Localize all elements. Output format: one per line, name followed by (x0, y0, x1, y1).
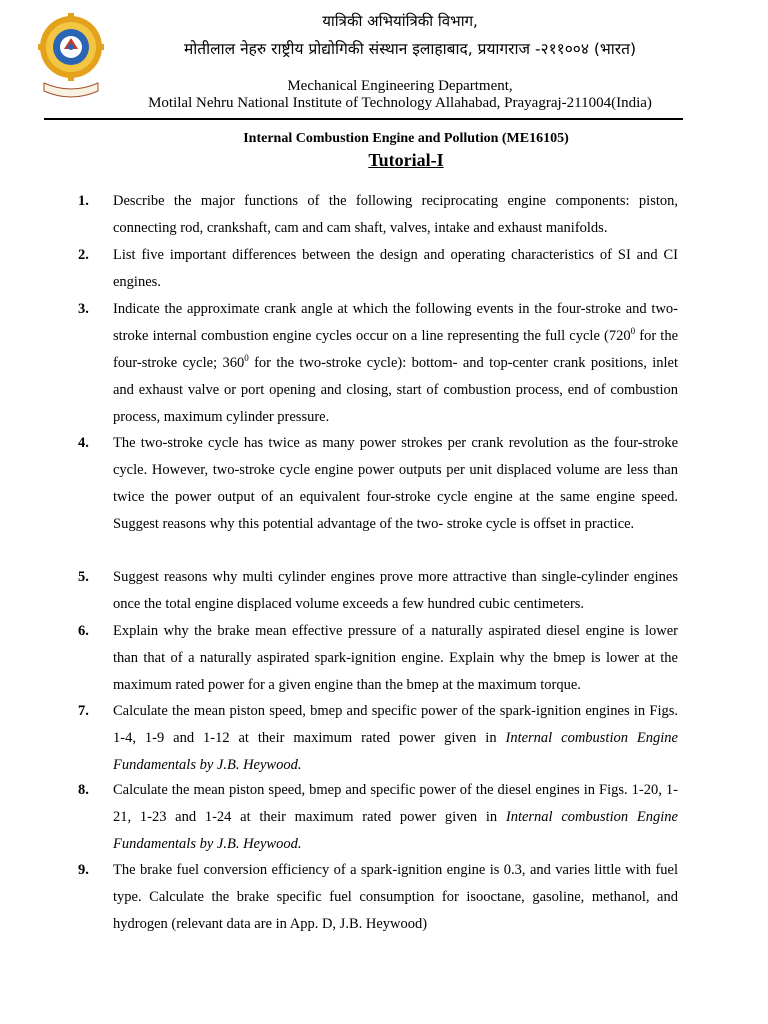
question-text (113, 777, 678, 858)
question-text: The brake fuel conversion efficiency of a spark-ignition engine is 0.3, and varies little with fuel type. Calculate the brake specific fuel consumption for isooctane, gasoline, methanol, and hydrogen (relevant data are in App. D, J.B. Heywood) (113, 862, 678, 932)
institute-logo (38, 13, 104, 101)
question-text: The two-stroke cycle has twice as many power strokes per crank revolution as the four-stroke cycle. However, two-stroke cycle engine power outputs per unit displaced volume are less than twice the power output of an equivalent four-stroke cycle engine at the same engine speed. Suggest reasons why this potential advantage of the two- stroke cycle is offset in practice. (113, 435, 678, 532)
question-number: 1. (78, 193, 89, 209)
question-item (78, 296, 678, 431)
question-text (113, 296, 678, 431)
question-text-part: for the four-stroke cycle; 360 (113, 328, 679, 371)
question-text: Explain why the brake mean effective pressure of a naturally aspirated diesel engine is lower than that of a naturally aspirated spark-ignition engine. Explain why the bmep is lower at the maximum rated power for a given engine than the bmep at the maximum torque. (113, 623, 678, 693)
question-text-part: for the two-stroke cycle): bottom- and top-center crank positions, inlet and exhaust valve or port opening and closing, start of combustion process, end of combustion process, maximum cylinder pressure. (113, 355, 678, 425)
question-item (78, 188, 678, 242)
question-text: Suggest reasons why multi cylinder engines prove more attractive than single-cylinder engines once the total engine displaced volume exceeds a few hundred cubic centimeters. (113, 569, 678, 612)
degree-superscript: 0 (630, 326, 636, 337)
question-number: 5. (78, 569, 89, 585)
question-item (78, 564, 678, 618)
question-number: 7. (78, 703, 89, 719)
question-item (78, 430, 678, 538)
question-item (78, 857, 678, 938)
question-text-part: Calculate the mean piston speed, bmep and specific power of the diesel engines in Figs. 1-20, 1-21, 1-23 and 1-24 at their maximum rated power given in (113, 782, 678, 825)
department-name: Mechanical Engineering Department, (287, 78, 513, 94)
question-number: 6. (78, 623, 89, 639)
question-number: 8. (78, 782, 89, 798)
question-number: 3. (78, 301, 89, 317)
question-item (78, 618, 678, 699)
question-text-part: Indicate the approximate crank angle at which the following events in the four-stroke and two-stroke internal combustion engine cycles occur on a line representing the full cycle (720 (113, 301, 678, 344)
degree-superscript: 0 (244, 353, 249, 364)
question-item (78, 698, 678, 779)
question-number: 4. (78, 435, 89, 451)
question-number: 2. (78, 247, 89, 263)
question-number: 9. (78, 862, 89, 878)
logo-banner (44, 83, 98, 97)
header-divider (44, 118, 683, 120)
gear-ring (38, 13, 104, 81)
question-item (78, 242, 678, 296)
question-text: List five important differences between the design and operating characteristics of SI and CI engines. (113, 247, 678, 290)
course-title: Internal Combustion Engine and Pollution (ME16105) (243, 131, 569, 146)
question-text: Describe the major functions of the following reciprocating engine components: piston, connecting rod, crankshaft, cam and cam shaft, valves, intake and exhaust manifolds. (113, 193, 678, 236)
book-reference: Internal combustion Engine Fundamentals by J.B. Heywood. (113, 809, 678, 852)
book-reference: Internal combustion Engine Fundamentals by J.B. Heywood. (113, 730, 678, 773)
question-item (78, 777, 678, 858)
hindi-department: यात्रिकी अभियांत्रिकी विभाग, (322, 12, 478, 30)
question-text (113, 698, 678, 779)
question-text-part: Calculate the mean piston speed, bmep and specific power of the spark-ignition engines in Figs. 1-4, 1-9 and 1-12 at their maximum rated power given in (113, 703, 678, 746)
hindi-institute: मोतीलाल नेहरु राष्ट्रीय प्रोद्योगिकी संस्थान इलाहाबाद, प्रयागराज -२११००४ (भारत) (183, 40, 637, 58)
tutorial-title: Tutorial-I (368, 150, 444, 170)
institute-name: Motilal Nehru National Institute of Technology Allahabad, Prayagraj-211004(India) (148, 95, 652, 111)
page-header (0, 0, 768, 122)
